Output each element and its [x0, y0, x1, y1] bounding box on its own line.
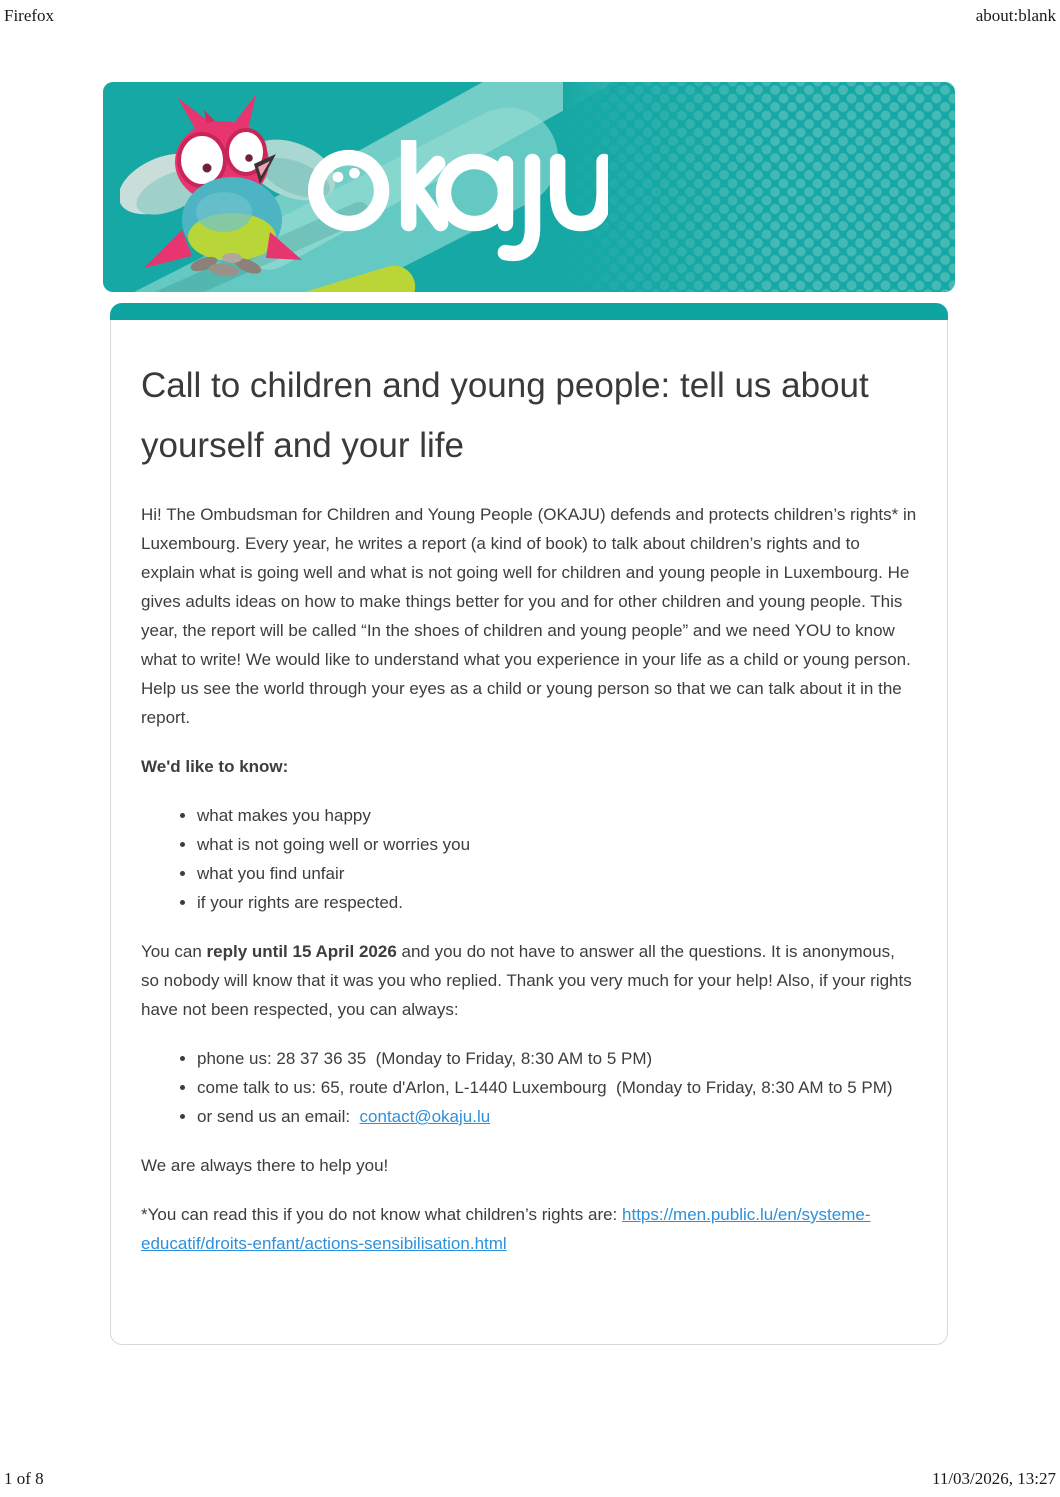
footnote-pre: *You can read this if you do not know what children’s rights are: — [141, 1205, 623, 1224]
message-card — [110, 303, 948, 1345]
halftone-dots-fade — [563, 82, 955, 292]
reply-paragraph — [141, 937, 917, 1024]
intro-paragraph: Hi! The Ombudsman for Children and Young People (OKAJU) defends and protects children’s rights* in Luxembourg. Every year, he writes a report (a kind of book) to talk about children’s rights and to explain what is going well and what is not going well for children and young people in Luxembourg. He gives adults ideas on how to make things better for you and for other children and young people. This year, the report will be called “In the shoes of children and young people” and we need YOU to know what to write! We would like to understand what you experience in your life as a child or young person. Help us see the world through your eyes as a child or young person so that we can talk about it in the report. — [141, 505, 917, 727]
list-item: • what you find unfair — [197, 859, 917, 888]
card-body — [110, 320, 948, 1345]
okaju-owl-mascot-icon — [120, 92, 335, 282]
card-accent-bar — [110, 303, 948, 320]
know-heading: We'd like to know: — [141, 757, 289, 776]
okaju-banner — [103, 82, 955, 292]
list-item-phone: • phone us: 28 37 36 35 (Monday to Friday, 8:30 AM to 5 PM) — [197, 1044, 917, 1073]
print-header-url: about:blank — [975, 6, 1056, 25]
reply-post: and you do not have to answer all the questions. It is anonymous, so nobody will know that it was you who replied. Thank you very much for your help! Also, if your rights have not been respected, you can always: — [141, 942, 912, 1019]
list-item: • what is not going well or worries you — [197, 830, 917, 859]
print-header — [4, 6, 1056, 26]
list-item-visit: • come talk to us: 65, route d'Arlon, L-1440 Luxembourg (Monday to Friday, 8:30 AM to 5 PM) — [197, 1073, 917, 1102]
reply-deadline: reply until 15 April 2026 — [206, 942, 397, 961]
know-list — [197, 801, 917, 917]
print-footer-timestamp: 11/03/2026, 13:27 — [931, 1469, 1056, 1488]
email-link[interactable]: contact@okaju.lu — [359, 1107, 491, 1126]
email-label: or send us an email: — [197, 1107, 360, 1126]
okaju-logo-wordmark — [308, 140, 608, 276]
contact-list — [197, 1044, 917, 1131]
list-item-email — [197, 1102, 917, 1131]
print-footer — [4, 1469, 1056, 1489]
rights-info-link[interactable]: https://men.public.lu/en/systeme-educatif/droits-enfant/actions-sensibilisation.html — [141, 1205, 871, 1253]
print-header-app: Firefox — [4, 6, 55, 25]
footnote-paragraph — [141, 1200, 917, 1258]
always-paragraph: We are always there to help you! — [141, 1156, 389, 1175]
list-item: • if your rights are respected. — [197, 888, 917, 917]
reply-pre: You can — [141, 942, 207, 961]
list-item: • what makes you happy — [197, 801, 917, 830]
page-title: Call to children and young people: tell us about yourself and your life — [141, 366, 869, 465]
print-footer-page-number: 1 of 8 — [4, 1469, 44, 1488]
